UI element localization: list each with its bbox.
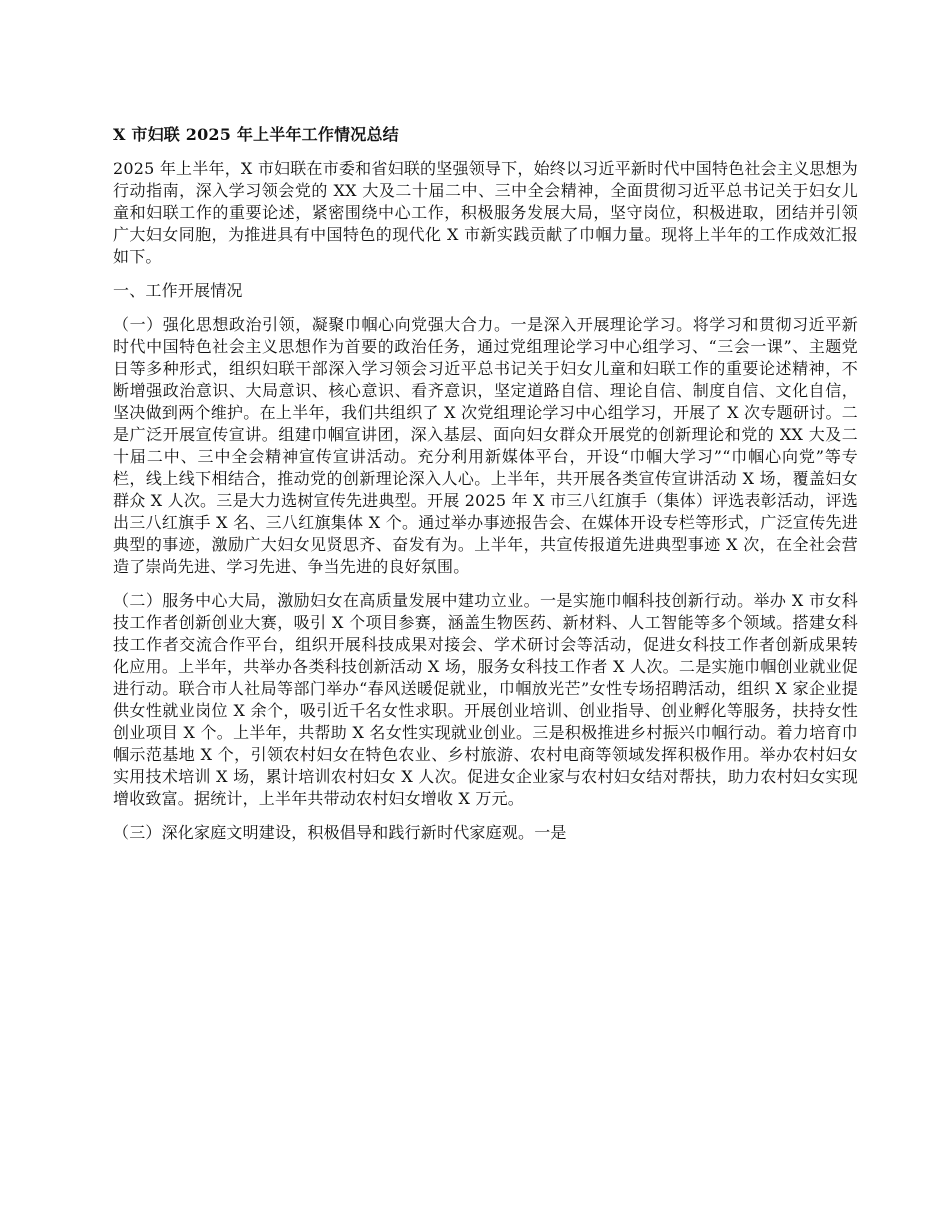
document-page xyxy=(113,124,858,856)
paragraph-ideological-guidance: （一）强化思想政治引领，凝聚巾帼心向党强大合力。一是深入开展理论学习。将学习和贯彻习近平新时代中国特色社会主义思想作为首要的政治任务，通过党组理论学习中心组学习、“三会一课”、主题党日等多种形式，组织妇联干部深入学习领会习近平总书记关于妇女儿童和妇联工作的重要论述精神，不断增强政治意识、大局意识、核心意识、看齐意识，坚定道路自信、理论自信、制度自信、文化自信，坚决做到两个维护。在上半年，我们共组织了 X 次党组理论学习中心组学习，开展了 X 次专题研讨。二是广泛开展宣传宣讲。组建巾帼宣讲团，深入基层、面向妇女群众开展党的创新理论和党的 XX 大及二十届二中、三中全会精神宣传宣讲活动。充分利用新媒体平台，开设“巾帼大学习”“巾帼心向党”等专栏，线上线下相结合，推动党的创新理论深入人心。上半年，共开展各类宣传宣讲活动 X 场，覆盖妇女群众 X 人次。三是大力选树宣传先进典型。开展 2025 年 X 市三八红旗手（集体）评选表彰活动，评选出三八红旗手 X 名、三八红旗集体 X 个。通过举办事迹报告会、在媒体开设专栏等形式，广泛宣传先进典型的事迹，激励广大妇女见贤思齐、奋发有为。上半年，共宣传报道先进典型事迹 X 次，在全社会营造了崇尚先进、学习先进、争当先进的良好氛围。 xyxy=(113,315,858,576)
intro-paragraph: 2025 年上半年，X 市妇联在市委和省妇联的坚强领导下，始终以习近平新时代中国特色社会主义思想为行动指南，深入学习领会党的 XX 大及二十届二中、三中全会精神，全面贯彻习近平总书记关于妇女儿童和妇联工作的重要论述，紧密围绕中心工作，积极服务发展大局，坚守岗位，积极进取，团结并引领广大妇女同胞，为推进具有中国特色的现代化 X 市新实践贡献了巾帼力量。现将上半年的工作成效汇报如下。 xyxy=(113,159,858,266)
paragraph-family-civilization: （三）深化家庭文明建设，积极倡导和践行新时代家庭观。一是 xyxy=(113,823,567,842)
paragraph-serve-development: （二）服务中心大局，激励妇女在高质量发展中建功立业。一是实施巾帼科技创新行动。举办 X 市女科技工作者创新创业大赛，吸引 X 个项目参赛，涵盖生物医药、新材料、人工智能等多个领域。搭建女科技工作者交流合作平台，组织开展科技成果对接会、学术研讨会等活动，促进女科技工作者创新成果转化应用。上半年，共举办各类科技创新活动 X 场，服务女科技工作者 X 人次。二是实施巾帼创业就业促进行动。联合市人社局等部门举办“春风送暖促就业，巾帼放光芒”女性专场招聘活动，组织 X 家企业提供女性就业岗位 X 余个，吸引近千名女性求职。开展创业培训、创业指导、创业孵化等服务，扶持女性创业项目 X 个。上半年，共帮助 X 名女性实现就业创业。三是积极推进乡村振兴巾帼行动。着力培育巾帼示范基地 X 个，引领农村妇女在特色农业、乡村旅游、农村电商等领域发挥积极作用。举办农村妇女实用技术培训 X 场，累计培训农村妇女 X 人次。促进女企业家与农村妇女结对帮扶，助力农村妇女实现增收致富。据统计，上半年共带动农村妇女增收 X 万元。 xyxy=(113,591,858,808)
document-title: X 市妇联 2025 年上半年工作情况总结 xyxy=(113,125,399,144)
section-heading-work: 一、工作开展情况 xyxy=(113,281,243,300)
